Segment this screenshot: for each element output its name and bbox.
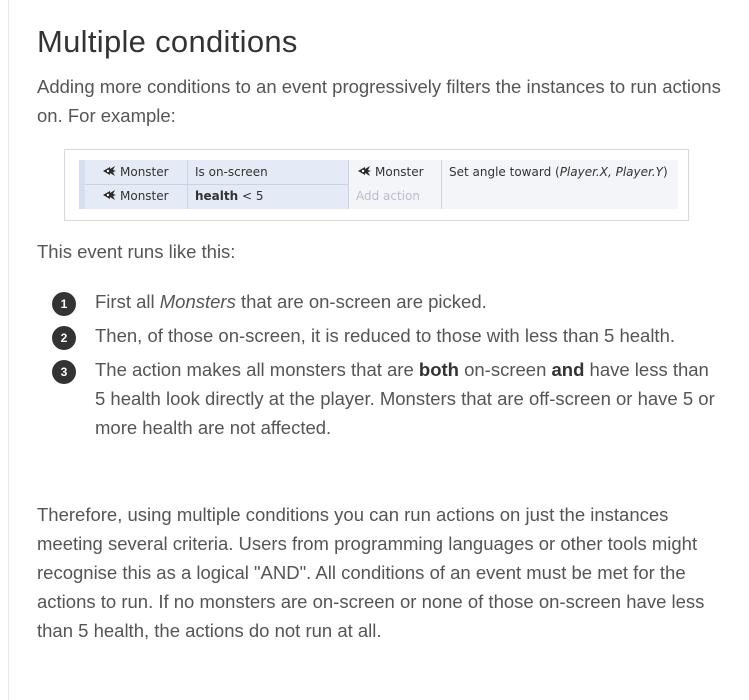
condition-object-name: Monster [120,165,169,179]
condition-object-name: Monster [120,189,169,203]
steps-list [50,287,720,442]
step-text: Then, of those on-screen, it is reduced to those with less than 5 health. [95,325,676,346]
step-number-badge: 3 [52,360,76,384]
page-title: Multiple conditions [37,24,298,59]
action-object-name: Monster [375,165,424,179]
monster-icon [356,165,372,177]
monster-icon [101,189,117,201]
action-object-divider [441,160,442,209]
condition-comparison: < 5 [238,189,264,203]
event-sheet [79,160,677,209]
condition-object[interactable] [101,185,169,208]
condition-text[interactable] [195,161,268,184]
condition-text[interactable] [195,185,264,208]
step-text: on-screen [458,359,552,380]
action-close-paren: ) [662,165,668,179]
step-item [50,355,720,442]
action-object[interactable] [356,161,424,184]
intro-paragraph: Adding more conditions to an event progressively filters the instances to run actions on. For example: [37,76,721,126]
condition-variable: health [195,189,239,203]
add-action-link[interactable]: Add action [356,189,420,203]
monster-icon [101,165,117,177]
event-sheet-image [64,149,689,221]
runs-intro: This event runs like this: [37,241,236,262]
step-item [50,321,720,350]
action-label: Set angle toward ( [449,165,560,179]
step-number-badge: 2 [52,326,76,350]
action-text[interactable] [449,161,668,184]
step-text: First all [95,291,160,312]
step-text: The action makes all monsters that are [95,359,419,380]
action-params: Player.X, Player.Y [559,165,663,179]
step-text: have less than 5 health look directly at the player. Monsters that are off-screen or have 5 or more health are not affected. [95,359,715,438]
step-strong: and [551,359,585,380]
conclusion-paragraph: Therefore, using multiple conditions you can run actions on just the instances meeting several criteria. Users from programming languages or other tools might recognise this as a logical "AND". All conditions of an event must be met for the actions to run. If no monsters are on-screen or none of those on-screen have less than 5 health, the actions do not run at all. [37,504,705,641]
condition-label: Is on-screen [195,165,268,179]
step-number-badge: 1 [52,292,76,316]
step-text: that are on-screen are picked. [235,291,487,312]
condition-object[interactable] [101,161,169,184]
step-strong: both [418,359,459,380]
step-emphasis: Monsters [159,291,236,312]
step-item [50,287,720,316]
main-content [37,20,727,130]
